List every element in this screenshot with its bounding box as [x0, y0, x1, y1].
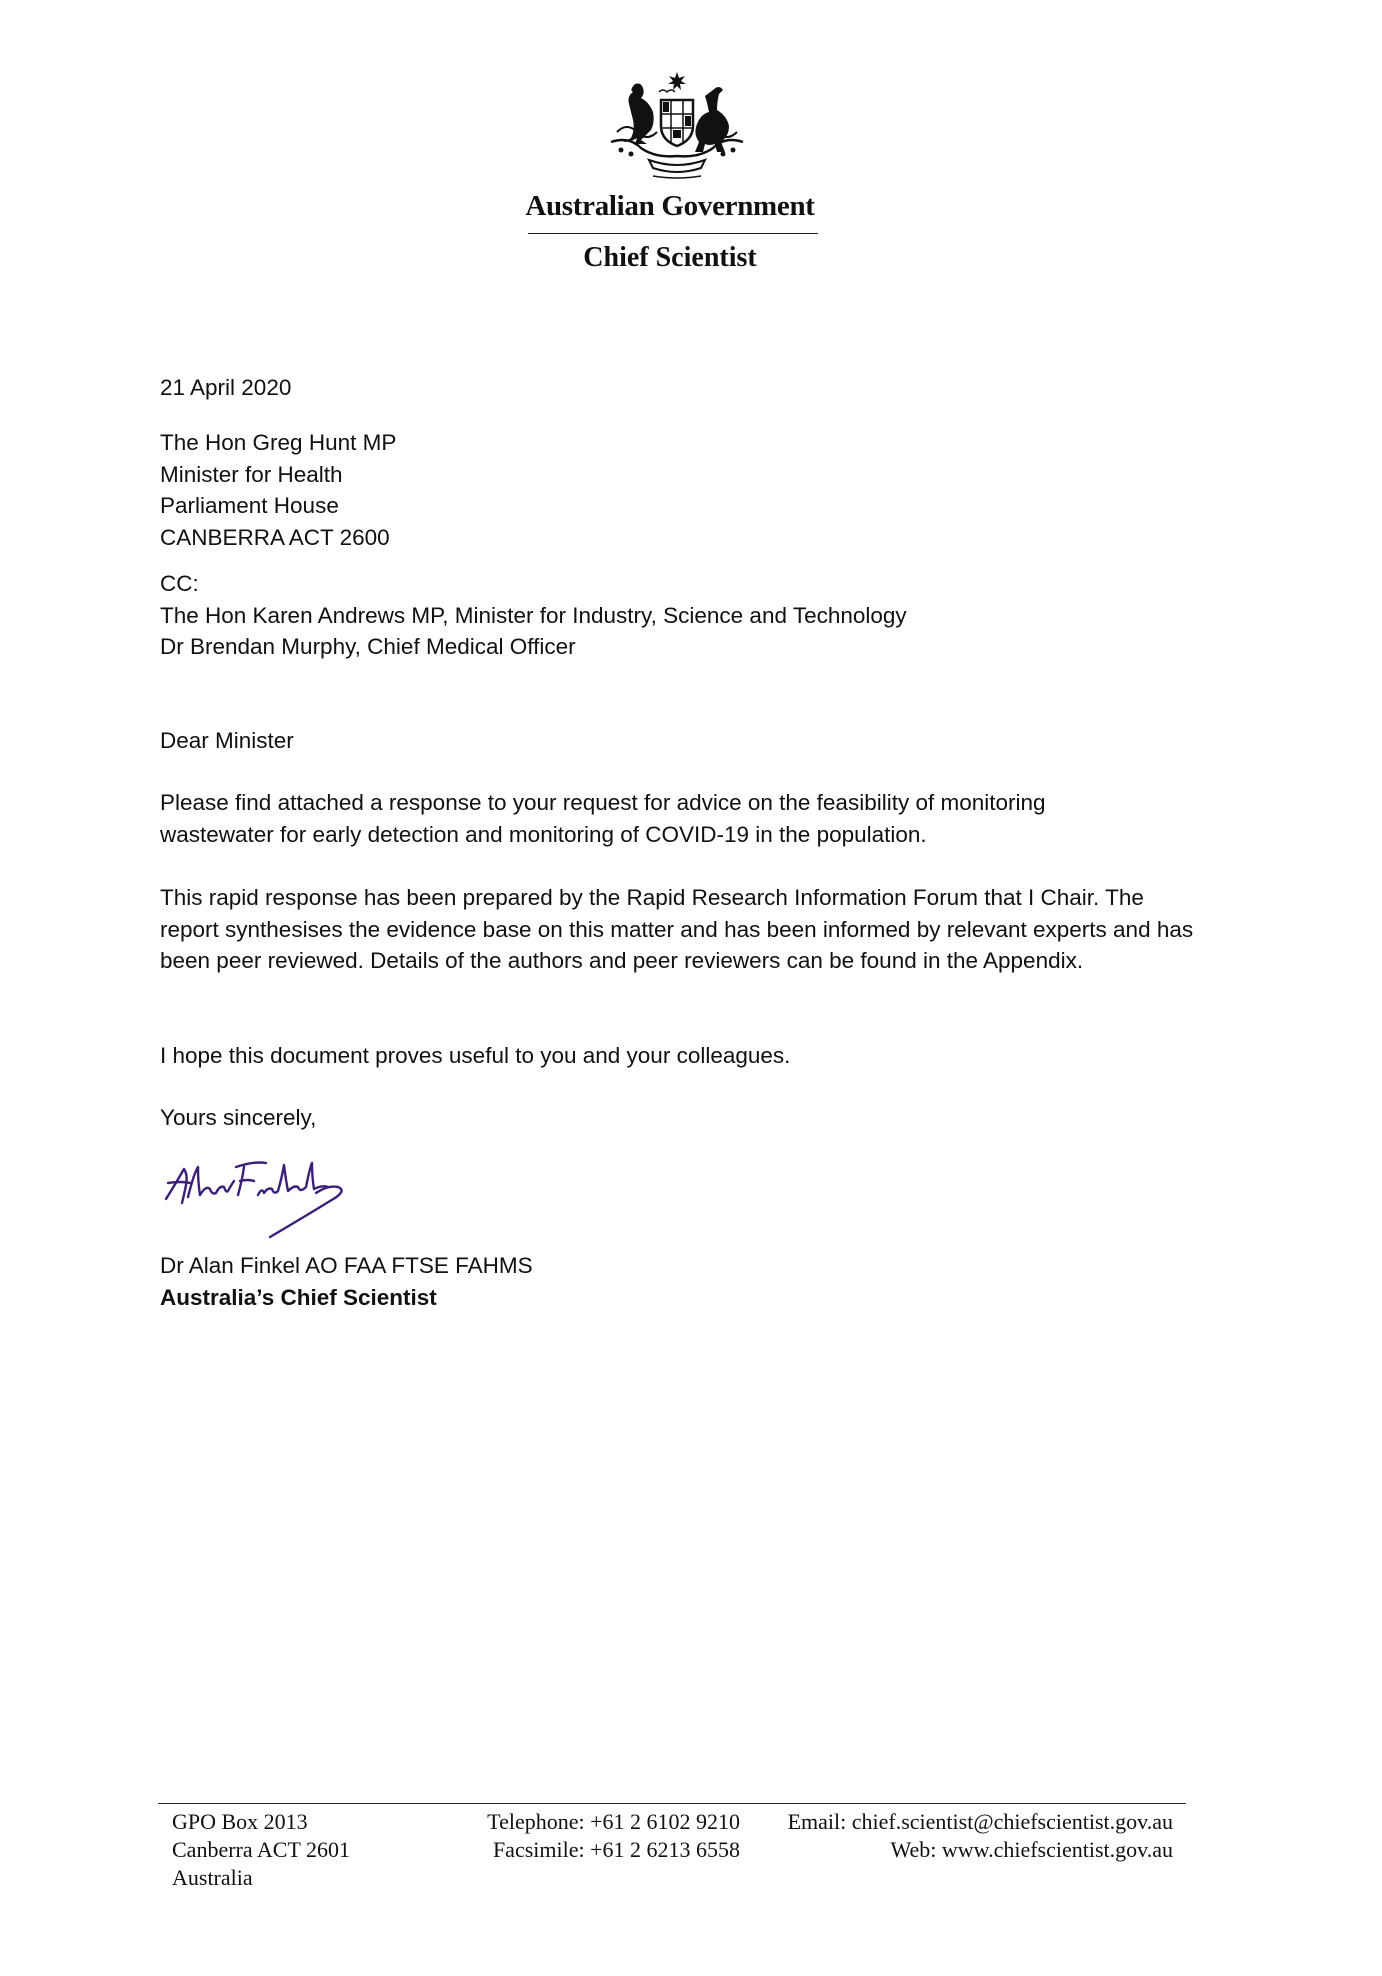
letterhead-divider — [528, 233, 818, 234]
footer-address-line: GPO Box 2013 — [172, 1809, 308, 1834]
footer-address-line: Australia — [172, 1865, 253, 1890]
footer-postal-address — [172, 1808, 350, 1892]
signer-title: Australia’s Chief Scientist — [160, 1284, 437, 1310]
signer-name: Dr Alan Finkel AO FAA FTSE FAHMS — [160, 1253, 533, 1278]
cc-block — [160, 568, 1220, 663]
footer-email[interactable]: Email: chief.scientist@chiefscientist.gov.au — [787, 1809, 1173, 1834]
government-name: Australian Government — [525, 190, 815, 222]
footer-divider — [158, 1803, 1186, 1804]
body-paragraph: Please find attached a response to your request for advice on the feasibility of monitoring wastewater for early detection and monitoring of COVID-19 in the population. — [160, 790, 1046, 847]
recipient-line: The Hon Greg Hunt MP — [160, 430, 397, 455]
letter-date: 21 April 2020 — [160, 375, 292, 400]
recipient-line: CANBERRA ACT 2600 — [160, 524, 390, 550]
footer-address-line: Canberra ACT 2601 — [172, 1837, 351, 1862]
footer-contact-block — [760, 1808, 1173, 1864]
cc-label: CC: — [160, 571, 199, 596]
footer-telephone: Telephone: +61 2 6102 9210 — [487, 1809, 740, 1834]
recipient-address — [160, 427, 1220, 553]
commonwealth-coat-of-arms-icon — [597, 70, 757, 182]
body-paragraph: I hope this document proves useful to you and your colleagues. — [160, 1043, 791, 1068]
footer-web[interactable]: Web: www.chiefscientist.gov.au — [890, 1837, 1173, 1862]
salutation: Dear Minister — [160, 728, 294, 753]
cc-line: Dr Brendan Murphy, Chief Medical Officer — [160, 634, 576, 659]
office-name: Chief Scientist — [583, 242, 757, 273]
cc-line: The Hon Karen Andrews MP, Minister for Industry, Science and Technology — [160, 602, 907, 628]
closing: Yours sincerely, — [160, 1105, 317, 1130]
handwritten-signature — [160, 1155, 420, 1245]
recipient-line: Minister for Health — [160, 461, 343, 487]
footer-facsimile: Facsimile: +61 2 6213 6558 — [492, 1837, 740, 1862]
body-paragraph: This rapid response has been prepared by the Rapid Research Information Forum that I Chair. The report synthesises the evidence base on this matter and has been informed by relevant experts and has been peer reviewed. Details of the authors and peer reviewers can be found in the Appendix. — [160, 885, 1194, 973]
signer-block — [160, 1250, 533, 1313]
recipient-line: Parliament House — [160, 493, 339, 518]
footer-phone-block — [440, 1808, 740, 1864]
